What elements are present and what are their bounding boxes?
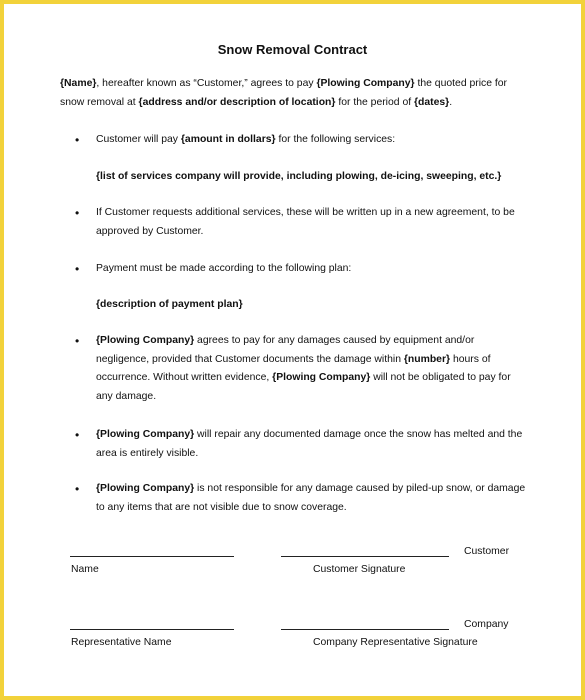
amount-placeholder: {amount in dollars}	[180, 134, 276, 145]
bullet4-text-2: hours of occurrence. Without written evidence,	[96, 353, 491, 383]
customer-name-line[interactable]	[70, 556, 234, 557]
intro-text-4: .	[449, 96, 453, 108]
dates-placeholder: {dates}	[414, 96, 450, 108]
bullet-damages	[75, 332, 526, 406]
customer-signature-line[interactable]	[281, 556, 449, 557]
payment-plan-placeholder: {description of payment plan}	[96, 299, 243, 310]
bullet-icon: •	[75, 482, 80, 496]
bullet-icon: •	[75, 334, 80, 348]
rep-name-line[interactable]	[70, 629, 234, 630]
name-placeholder: {Name}	[60, 78, 97, 89]
plowing-company-placeholder: {Plowing Company}	[316, 78, 415, 89]
bullet-payment-plan	[75, 260, 526, 279]
bullet6-text: is not responsible for any damage caused by piled-up snow, or damage to any items that are not visible due to snow coverage.	[96, 483, 526, 513]
bullet-icon: •	[75, 133, 80, 147]
document-page	[4, 4, 581, 696]
intro-paragraph	[60, 75, 530, 112]
company-tag: Company	[464, 619, 509, 630]
document-title: Snow Removal Contract	[217, 42, 368, 57]
plowing-company-placeholder: {Plowing Company}	[272, 372, 371, 383]
bullet-repair	[75, 426, 526, 463]
bullet1-text-1: Customer will pay	[96, 134, 181, 145]
customer-tag: Customer	[464, 546, 510, 557]
bullet-payment-amount	[75, 131, 526, 150]
bullet1-text-2: for the following services:	[275, 134, 396, 145]
bullet-icon: •	[75, 206, 80, 220]
services-list-placeholder: {list of services company will provide, including plowing, de-icing, sweeping, etc.}	[96, 171, 502, 182]
intro-text-1: , hereafter known as “Customer,” agrees to pay	[96, 78, 317, 89]
intro-text-2: the quoted price for snow removal at	[60, 78, 508, 108]
customer-name-label: Name	[71, 564, 99, 575]
bullet-icon: •	[75, 262, 80, 276]
rep-name-label: Representative Name	[71, 637, 172, 648]
bullet-icon: •	[75, 428, 80, 442]
bullet4-text-1: agrees to pay for any damages caused by equipment and/or negligence, provided that Customer documents the damage within	[96, 335, 475, 365]
customer-signature-label: Customer Signature	[313, 564, 406, 575]
bullet3-text: Payment must be made according to the following plan:	[96, 263, 352, 274]
rep-signature-line[interactable]	[281, 629, 449, 630]
bullet2-text: If Customer requests additional services, these will be written up in a new agreement, to be approved by Customer.	[96, 207, 515, 237]
bullet5-text: will repair any documented damage once the snow has melted and the area is entirely visible.	[96, 429, 523, 459]
bullet4-text-3: will not be obligated to pay for any damage.	[96, 372, 511, 402]
number-placeholder: {number}	[403, 353, 451, 365]
bullet-additional-services	[75, 204, 526, 241]
intro-text-3: for the period of	[335, 96, 414, 108]
rep-signature-label: Company Representative Signature	[313, 637, 478, 648]
bullet-not-responsible	[75, 480, 526, 517]
plowing-company-placeholder: {Plowing Company}	[96, 335, 195, 346]
address-placeholder: {address and/or description of location}	[138, 96, 336, 108]
plowing-company-placeholder: {Plowing Company}	[96, 429, 195, 440]
plowing-company-placeholder: {Plowing Company}	[96, 483, 195, 494]
